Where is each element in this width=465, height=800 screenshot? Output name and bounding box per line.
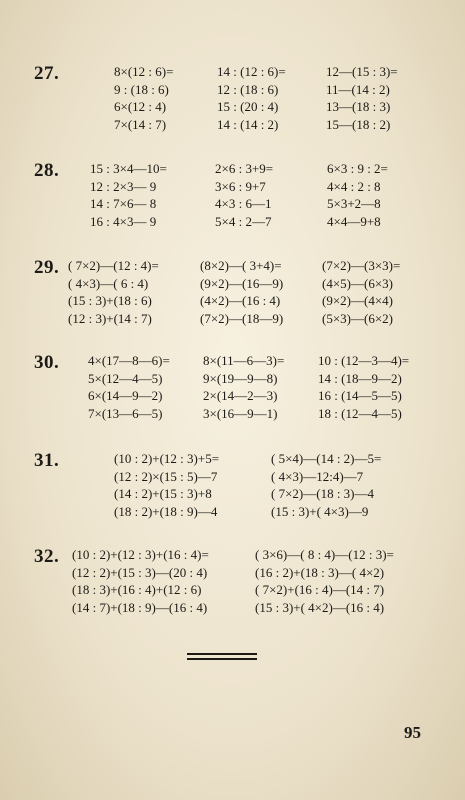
expression: 15 : (20 : 4) [217,99,279,114]
problem-number: 31. [34,450,60,471]
expression: 12 : (18 : 6) [217,81,279,97]
expression: ( 7×2)—(12 : 4)= [68,258,159,273]
expression-column [318,352,409,422]
problem-number: 28. [34,160,60,181]
expression-column [68,257,159,327]
expression-column [322,257,400,327]
expression: 8×(12 : 6)= [114,64,174,79]
expression: 5×(12—4—5) [88,370,163,386]
expression: 16 : 4×3— 9 [90,213,157,229]
expression-column [217,63,286,133]
expression: 12 : 2×3— 9 [90,178,157,194]
expression: (14 : 2)+(15 : 3)+8 [114,486,212,501]
page-number: 95 [404,723,421,742]
expression: 9×(19—9—8) [203,370,278,386]
expression: ( 7×2)+(16 : 4)—(14 : 7) [255,582,385,597]
expression: (18 : 2)+(18 : 9)—4 [114,503,218,519]
divider-line-top [187,653,257,655]
expression: 6×3 : 9 : 2= [327,161,388,176]
expression: 14 : (12 : 6)= [217,64,286,79]
expression-column [326,63,398,133]
expression: (18 : 3)+(16 : 4)+(12 : 6) [72,582,202,597]
expression: 12—(15 : 3)= [326,64,398,79]
expression: (4×5)—(6×3) [322,275,393,291]
expression: 4×4 : 2 : 8 [327,178,381,194]
expression: (15 : 3)+( 4×3)—9 [271,503,369,519]
expression: 14 : 7×6— 8 [90,196,157,211]
expression: 10 : (12—3—4)= [318,353,410,368]
divider-line-bottom [187,658,257,660]
problem-number: 29. [34,257,60,278]
expression: ( 4×3)—12:4)—7 [271,468,364,484]
expression-column [72,546,209,616]
expression: 5×3+2—8 [327,196,381,211]
expression: 14 : (14 : 2) [217,116,279,132]
expression: (7×2)—(18—9) [200,310,284,326]
expression: 18 : (12—4—5) [318,405,402,421]
expression: (9×2)—(4×4) [322,293,393,308]
expression: (5×3)—(6×2) [322,310,393,326]
expression-column [88,352,170,422]
expression: 13—(18 : 3) [326,99,391,114]
expression-column [203,352,284,422]
expression: 14 : (18—9—2) [318,370,402,386]
expression: 15 : 3×4—10= [90,161,167,176]
expression: (16 : 2)+(18 : 3)—( 4×2) [255,564,385,580]
expression: (9×2)—(16—9) [200,275,284,291]
expression: (10 : 2)+(12 : 3)+(16 : 4)= [72,547,209,562]
expression-column [271,450,381,520]
expression: ( 7×2)—(18 : 3)—4 [271,486,375,501]
expression: 2×6 : 3+9= [215,161,274,176]
expression: (12 : 3)+(14 : 7) [68,310,152,326]
expression: (7×2)—(3×3)= [322,258,401,273]
problem-number: 27. [34,63,60,84]
expression: (15 : 3)+(18 : 6) [68,293,152,308]
expression: ( 5×4)—(14 : 2)—5= [271,451,382,466]
expression: ( 3×6)—( 8 : 4)—(12 : 3)= [255,547,394,562]
expression: 6×(12 : 4) [114,99,167,114]
expression: ( 4×3)—( 6 : 4) [68,275,149,291]
expression: 11—(14 : 2) [326,81,390,97]
expression: 7×(13—6—5) [88,405,163,421]
expression-column [90,160,167,230]
problem-number: 30. [34,352,60,373]
expression: 6×(14—9—2) [88,388,163,403]
expression-column [327,160,388,230]
expression-column [114,450,219,520]
expression: 15—(18 : 2) [326,116,391,132]
expression: 7×(14 : 7) [114,116,167,132]
expression: (14 : 7)+(18 : 9)—(16 : 4) [72,599,208,615]
expression: 8×(11—6—3)= [203,353,285,368]
expression: 16 : (14—5—5) [318,388,402,403]
expression: (15 : 3)+( 4×2)—(16 : 4) [255,599,385,615]
expression: 4×4—9+8 [327,213,381,229]
expression: 4×3 : 6—1 [215,196,272,211]
expression: 3×6 : 9+7 [215,178,266,194]
expression: (4×2)—(16 : 4) [200,293,281,308]
expression: 9 : (18 : 6) [114,81,169,97]
expression: 2×(14—2—3) [203,388,278,403]
expression-column [200,257,283,327]
problem-number: 32. [34,546,60,567]
expression: (10 : 2)+(12 : 3)+5= [114,451,220,466]
expression: 4×(17—8—6)= [88,353,170,368]
expression-column [114,63,173,133]
expression: (12 : 2)+(15 : 3)—(20 : 4) [72,564,208,580]
expression-column [215,160,273,230]
expression: (8×2)—( 3+4)= [200,258,282,273]
expression: 3×(16—9—1) [203,405,278,421]
expression-column [255,546,394,616]
expression: (12 : 2)×(15 : 5)—7 [114,468,218,484]
expression: 5×4 : 2—7 [215,213,272,229]
